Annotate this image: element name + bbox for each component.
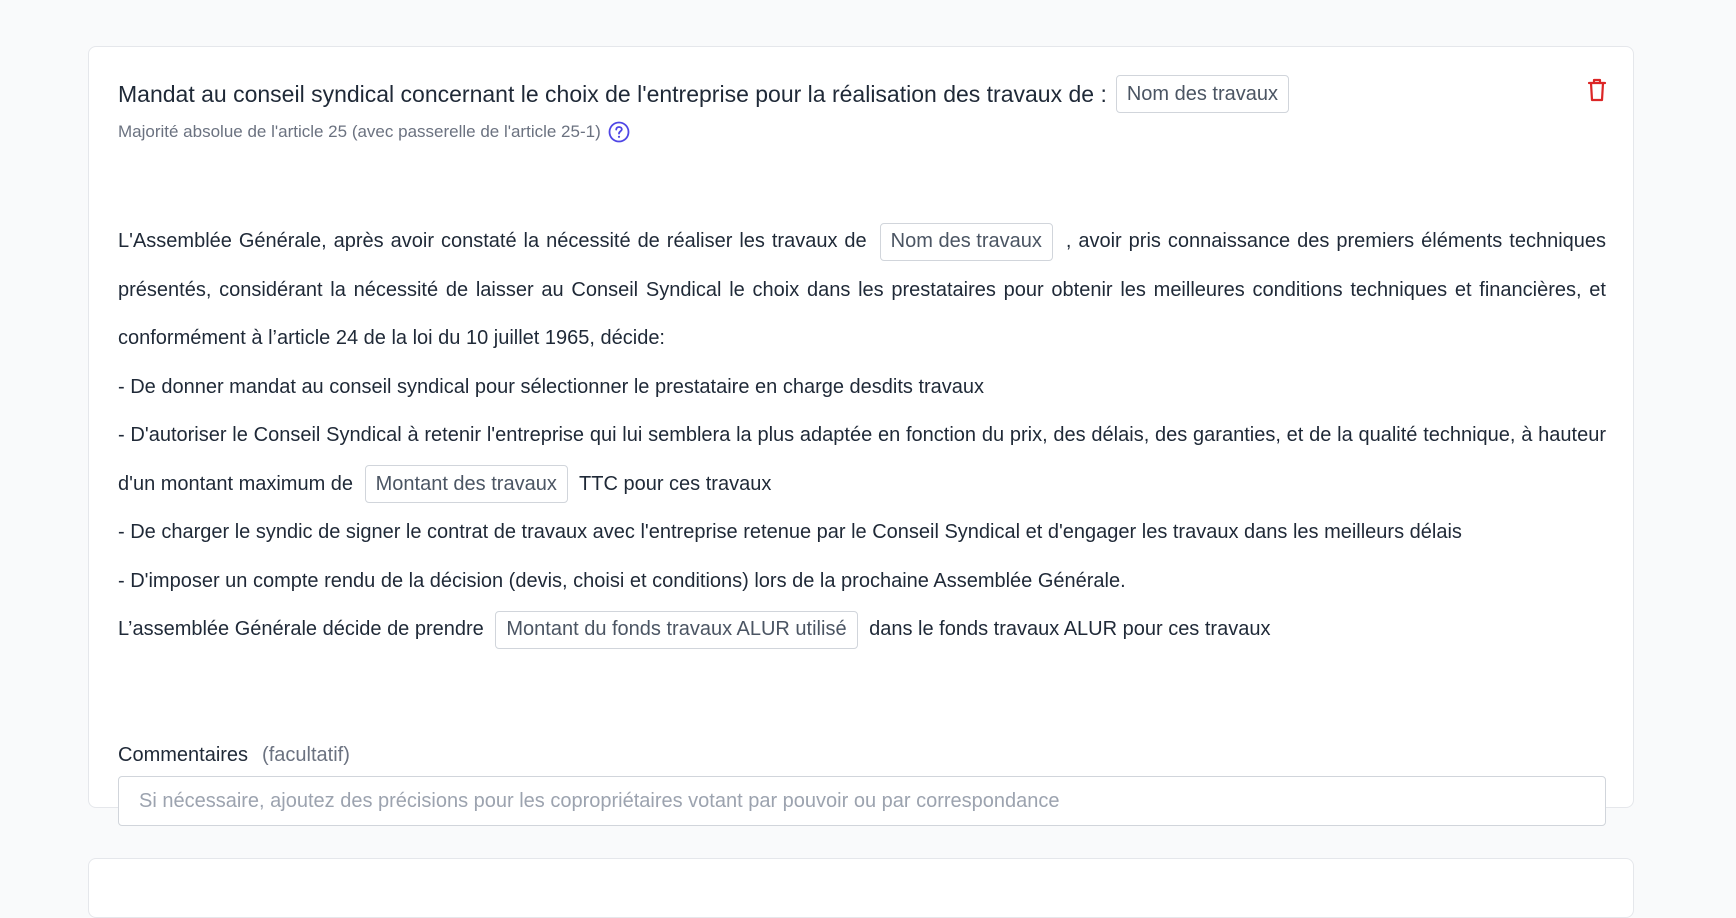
- decision-item-sign: - De charger le syndic de signer le contrat de travaux avec l'entreprise retenue par le Conseil Syndical et d'engager les travaux dans les meilleurs délais: [118, 521, 1462, 543]
- comments-label: Commentaires: [118, 744, 249, 766]
- next-resolution-card: [88, 858, 1634, 918]
- majority-label: Majorité absolue de l'article 25 (avec passerelle de l'article 25-1): [118, 122, 601, 141]
- authorize-text: - D'autoriser le Conseil Syndical à retenir l'entreprise qui lui semblera la plus adaptée en fonction du prix, des délais, des garanties, et de la qualité technique, à hauteur d'un montant maximum de: [118, 424, 1606, 495]
- title-works-name-input[interactable]: Nom des travaux: [1116, 75, 1289, 113]
- works-amount-input[interactable]: Montant des travaux: [365, 465, 568, 503]
- alur-suffix-text: dans le fonds travaux ALUR pour ces travaux: [869, 618, 1271, 640]
- authorize-suffix-text: TTC pour ces travaux: [579, 472, 772, 495]
- resolution-title-row: [118, 75, 1604, 113]
- decision-intro-text: L'Assemblée Générale, après avoir constaté la nécessité de réaliser les travaux de: [118, 230, 867, 252]
- alur-fund-line: [118, 605, 1606, 654]
- resolution-body: [118, 217, 1606, 654]
- decision-continuation-text: , avoir pris connaissance des premiers éléments techniques présentés, considérant la nécessité de laisser au Conseil Syndical le choix dans les prestataires pour obtenir les meilleures conditions techniques et financières, et conformément à l’article 24 de la loi du 10 juillet 1965, décide:: [118, 230, 1607, 349]
- comments-input[interactable]: [118, 776, 1606, 826]
- comments-optional-hint: (facultatif): [262, 744, 350, 766]
- question-circle-icon[interactable]: [608, 121, 630, 143]
- resolution-title: Mandat au conseil syndical concernant le choix de l'entreprise pour la réalisation des travaux de :: [118, 80, 1107, 107]
- resolution-card: [88, 46, 1634, 808]
- decision-item-report: - D'imposer un compte rendu de la décision (devis, choisi et conditions) lors de la prochaine Assemblée Générale.: [118, 569, 1126, 592]
- body-works-name-input[interactable]: Nom des travaux: [880, 223, 1053, 261]
- alur-fund-amount-input[interactable]: Montant du fonds travaux ALUR utilisé: [495, 611, 857, 649]
- alur-intro-text: L’assemblée Générale décide de prendre: [118, 618, 484, 640]
- decision-paragraph: [118, 217, 1606, 363]
- decision-item-authorize: [118, 411, 1606, 508]
- majority-rule: [118, 121, 630, 143]
- decision-item-mandate: - De donner mandat au conseil syndical pour sélectionner le prestataire en charge desdits travaux: [118, 375, 985, 398]
- trash-icon[interactable]: [1585, 77, 1609, 103]
- comments-label-row: [118, 744, 350, 767]
